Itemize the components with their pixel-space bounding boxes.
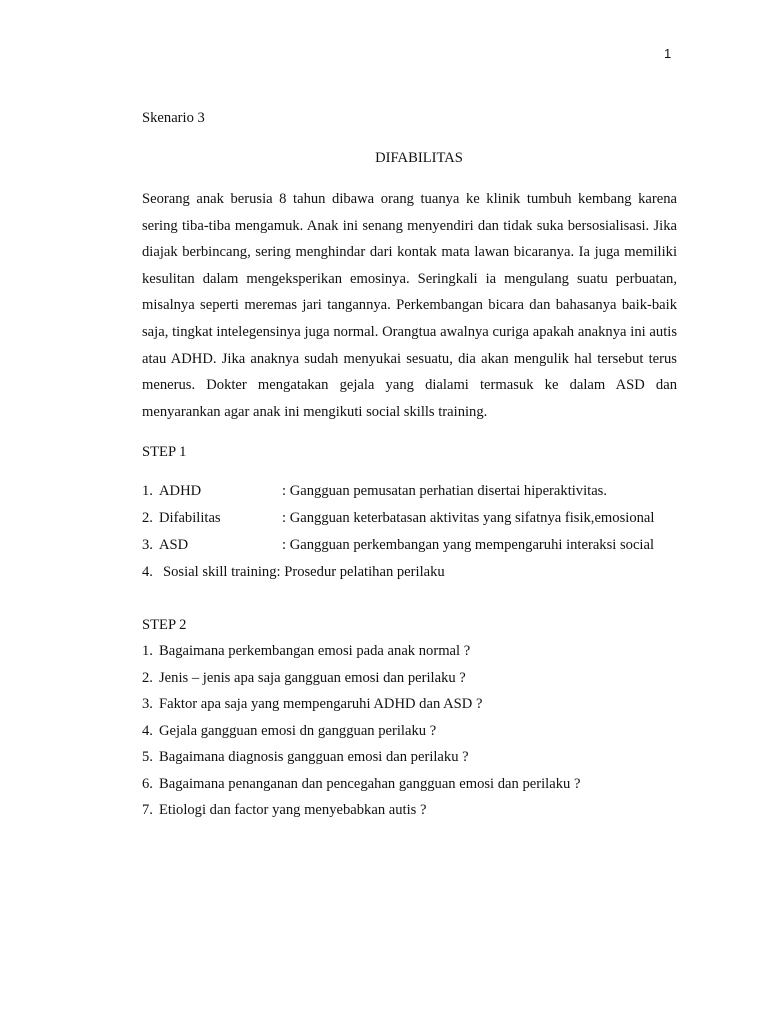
question-item bbox=[142, 776, 580, 803]
step1-heading: STEP 1 bbox=[142, 444, 187, 460]
question-text: Bagaimana diagnosis gangguan emosi dan perilaku ? bbox=[159, 749, 469, 765]
question-text: Jenis – jenis apa saja gangguan emosi dan perilaku ? bbox=[159, 669, 466, 686]
scenario-paragraph: Seorang anak berusia 8 tahun dibawa orang tuanya ke klinik tumbuh kembang karena sering tiba-tiba mengamuk. Anak ini senang menyendiri dan tidak suka bersosialisasi. Jika diajak berbincang, sering menghindar dari kontak mata lawan bicaranya. Ia juga memiliki kesulitan dalam mengeksperikan emosinya. Seringkali ia mengulang suatu perbuatan, misalnya seperti meremas jari tangannya. Perkembangan bicara dan bahasanya baik-baik saja, tingkat intelegensinya juga normal. Orangtua awalnya curiga apakah anaknya ini autis atau ADHD. Jika anaknya sudah menyukai sesuatu, dia akan mengulik hal tersebut terus menerus. Dokter mengatakan gejala yang dialami termasuk ke dalam ASD dan menyarankan agar anak ini mengikuti social skills training. bbox=[142, 191, 677, 420]
question-number: 4. bbox=[142, 722, 153, 739]
definition-number: 2. bbox=[142, 510, 153, 526]
definition-term: ASD bbox=[159, 537, 189, 553]
definition-term: Difabilitas bbox=[159, 510, 221, 526]
definition-item bbox=[142, 564, 654, 591]
scenario-label: Skenario 3 bbox=[142, 110, 205, 126]
definition-text: : Gangguan keterbatasan aktivitas yang sifatnya fisik,emosional bbox=[282, 510, 655, 526]
question-item bbox=[142, 802, 580, 829]
document-title: DIFABILITAS bbox=[375, 150, 463, 166]
definition-number: 1. bbox=[142, 483, 153, 499]
definition-term: ADHD bbox=[159, 483, 202, 499]
definition-number: 3. bbox=[142, 537, 153, 553]
question-number: 7. bbox=[142, 802, 153, 818]
definition-item bbox=[142, 510, 654, 537]
question-number: 5. bbox=[142, 749, 153, 765]
question-item bbox=[142, 643, 580, 670]
question-number: 6. bbox=[142, 775, 153, 792]
definition-item bbox=[142, 483, 654, 510]
question-number: 1. bbox=[142, 643, 153, 659]
step2-heading: STEP 2 bbox=[142, 617, 187, 633]
question-item bbox=[142, 723, 580, 750]
question-item bbox=[142, 749, 580, 776]
question-list bbox=[142, 643, 580, 829]
question-number: 3. bbox=[142, 696, 153, 712]
question-text: Faktor apa saja yang mempengaruhi ADHD dan ASD ? bbox=[159, 696, 483, 712]
definition-text: : Gangguan pemusatan perhatian disertai hiperaktivitas. bbox=[282, 483, 608, 499]
definition-term: Sosial skill training bbox=[163, 564, 277, 580]
question-item bbox=[142, 696, 580, 723]
question-text: Etiologi dan factor yang menyebabkan autis ? bbox=[159, 802, 427, 818]
question-text: Gejala gangguan emosi dn gangguan perilaku ? bbox=[159, 722, 437, 739]
definition-text: : Gangguan perkembangan yang mempengaruhi interaksi social bbox=[282, 537, 655, 553]
definition-item bbox=[142, 537, 654, 564]
definition-list bbox=[142, 483, 654, 591]
definition-text: : Prosedur pelatihan perilaku bbox=[276, 564, 445, 580]
question-item bbox=[142, 670, 580, 697]
page-number: 1 bbox=[664, 46, 672, 61]
question-number: 2. bbox=[142, 669, 153, 686]
question-text: Bagaimana penanganan dan pencegahan gangguan emosi dan perilaku ? bbox=[159, 775, 581, 792]
definition-number: 4. bbox=[142, 564, 153, 580]
question-text: Bagaimana perkembangan emosi pada anak normal ? bbox=[159, 643, 471, 659]
